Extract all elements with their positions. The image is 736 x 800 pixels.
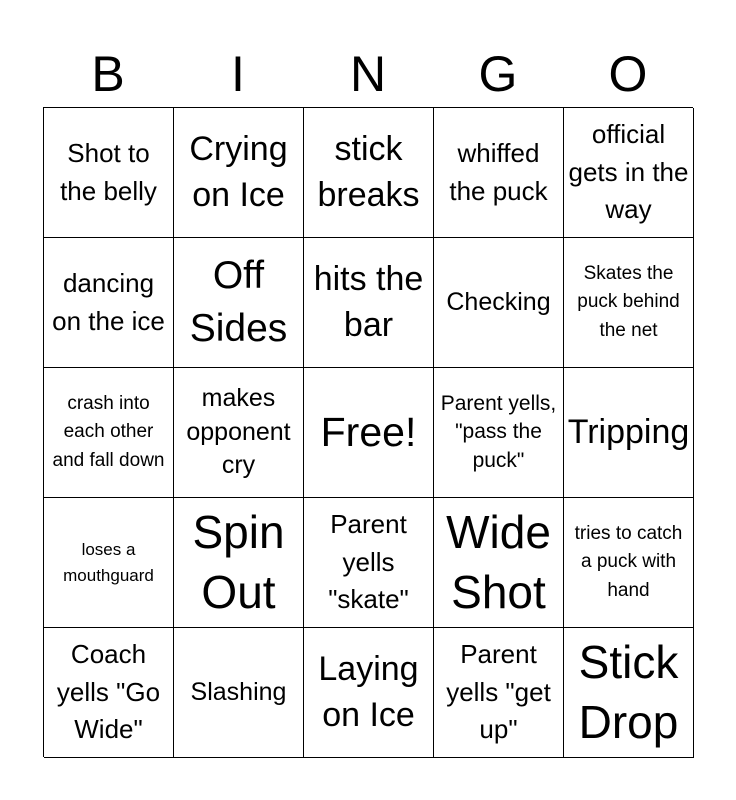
bingo-cell[interactable] xyxy=(434,498,564,628)
bingo-cell[interactable] xyxy=(44,368,174,498)
header-letter-n: N xyxy=(349,46,387,102)
free-space-text: Free! xyxy=(320,408,417,455)
bingo-board xyxy=(43,107,693,757)
bingo-cell[interactable] xyxy=(304,108,434,238)
cell-text: dancing on the ice xyxy=(52,267,165,336)
bingo-cell[interactable] xyxy=(434,238,564,368)
bingo-cell[interactable] xyxy=(564,368,694,498)
cell-text: Shot to the belly xyxy=(60,137,157,206)
bingo-cell[interactable] xyxy=(304,238,434,368)
header-letter-i: I xyxy=(231,46,245,102)
bingo-cell[interactable] xyxy=(174,368,304,498)
bingo-cell[interactable] xyxy=(304,628,434,758)
cell-text: Crying on Ice xyxy=(189,129,288,214)
bingo-cell[interactable] xyxy=(434,108,564,238)
bingo-cell[interactable] xyxy=(44,498,174,628)
cell-text: makes opponent cry xyxy=(186,383,291,480)
bingo-cell[interactable] xyxy=(174,628,304,758)
bingo-cell[interactable] xyxy=(44,108,174,238)
cell-text: Checking xyxy=(446,287,551,316)
cell-text: whiffed the puck xyxy=(449,137,548,206)
cell-text: stick breaks xyxy=(317,129,420,214)
header-letter-o: O xyxy=(608,46,648,102)
bingo-cell[interactable] xyxy=(434,628,564,758)
cell-text: Slashing xyxy=(190,677,287,706)
cell-text: Parent yells, "pass the puck" xyxy=(440,391,557,472)
bingo-cell[interactable] xyxy=(174,108,304,238)
cell-text: Tripping xyxy=(567,412,690,451)
bingo-cell[interactable] xyxy=(174,498,304,628)
cell-text: Stick Drop xyxy=(578,635,679,748)
header-letter-g: G xyxy=(478,46,518,102)
bingo-cell[interactable] xyxy=(44,628,174,758)
cell-text: loses a mouthguard xyxy=(63,540,154,585)
bingo-cell[interactable] xyxy=(564,498,694,628)
bingo-header xyxy=(43,40,693,108)
cell-text: Parent yells "skate" xyxy=(328,508,409,615)
header-letter-b: B xyxy=(91,46,125,102)
cell-text: Skates the puck behind the net xyxy=(577,262,680,341)
cell-text: hits the bar xyxy=(313,259,424,344)
cell-text: official gets in the way xyxy=(568,118,689,225)
bingo-free-cell[interactable] xyxy=(304,368,434,498)
bingo-cell[interactable] xyxy=(564,628,694,758)
cell-text: Off Sides xyxy=(189,253,288,350)
cell-text: crash into each other and fall down xyxy=(52,392,165,471)
bingo-cell[interactable] xyxy=(304,498,434,628)
cell-text: tries to catch a puck with hand xyxy=(574,522,683,601)
cell-text: Parent yells "get up" xyxy=(446,638,551,745)
bingo-cell[interactable] xyxy=(564,108,694,238)
bingo-cell[interactable] xyxy=(174,238,304,368)
cell-text: Wide Shot xyxy=(446,505,551,618)
cell-text: Laying on Ice xyxy=(318,649,419,734)
bingo-cell[interactable] xyxy=(44,238,174,368)
bingo-cell[interactable] xyxy=(434,368,564,498)
cell-text: Coach yells "Go Wide" xyxy=(56,638,161,745)
bingo-cell[interactable] xyxy=(564,238,694,368)
cell-text: Spin Out xyxy=(192,505,285,618)
